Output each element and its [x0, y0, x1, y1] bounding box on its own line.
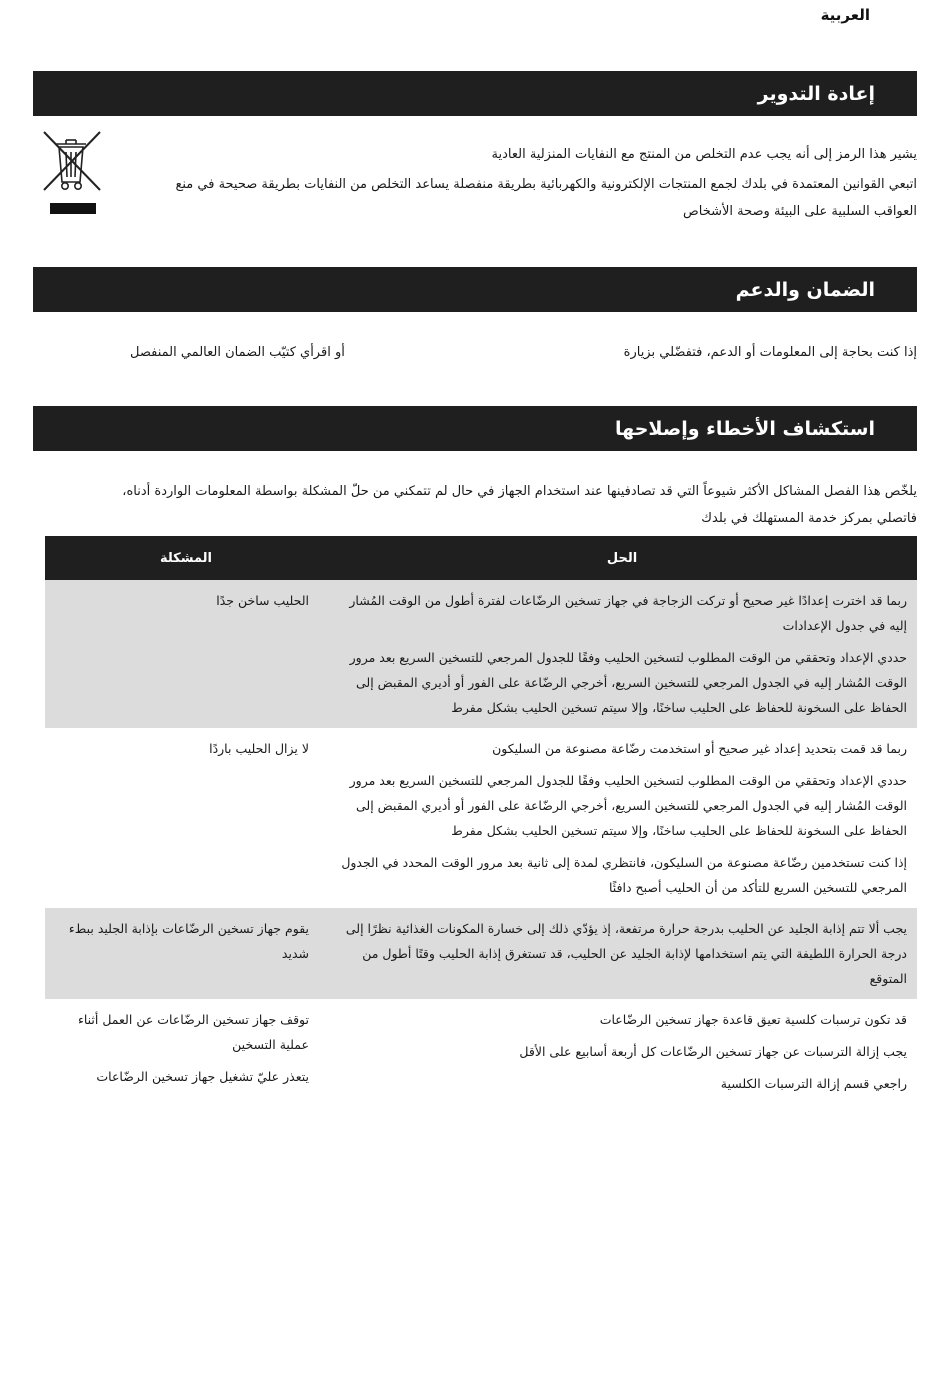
table-row: [45, 908, 917, 999]
troubleshooting-intro: [55, 478, 917, 532]
solution-text: يجب ألا تتم إذابة الجليد عن الحليب بدرجة حرارة مرتفعة، إذ يؤدّي ذلك إلى خسارة المكونات الغذائية نظرًا إلى درجة الحرارة اللطيفة التي يتم استخدامها لإذابة الجليد عن الحليب، قد تستغرق إذابة الحليب وقتًا أطول من المتوقع: [345, 921, 907, 986]
problem-cell: [45, 999, 327, 1104]
warranty-text-left: أو اقرأي كتيّب الضمان العالمي المنفصل: [130, 345, 345, 360]
solution-text: ربما قد قمت بتحديد إعداد غير صحيح أو استخدمت رضّاعة مصنوعة من السليكون: [492, 741, 907, 756]
solution-cell: [327, 999, 917, 1104]
troubleshooting-section-header: [33, 406, 917, 451]
problem-cell: [45, 728, 327, 908]
troubleshooting-title: استكشاف الأخطاء وإصلاحها: [615, 417, 875, 440]
column-header-solution: الحل: [327, 536, 917, 580]
problem-text: توقف جهاز تسخين الرضّاعات عن العمل أثناء عملية التسخين: [77, 1012, 309, 1052]
problem-cell: [45, 580, 327, 728]
recycling-line-1: يشير هذا الرمز إلى أنه يجب عدم التخلص من المنتج مع النفايات المنزلية العادية: [491, 147, 917, 162]
solution-text: حددي الإعداد وتحققي من الوقت المطلوب لتسخين الحليب وفقًا للجدول المرجعي للتسخين السريع بعد مرور الوقت المُشار إليه في الجدول المرجعي للتسخين السريع، أخرجي الرضّاعة على الفور أو أديري المقبض إلى الحفاظ على السخونة للحفاظ على الحليب ساخنًا، وإلا سيتم تسخين الحليب بشكل مفرط: [349, 773, 907, 838]
table-row: [45, 728, 917, 908]
troubleshooting-table: [45, 536, 917, 1104]
solution-text: يجب إزالة الترسبات عن جهاز تسخين الرضّاعات كل أربعة أسابيع على الأقل: [519, 1044, 907, 1059]
problem-text: لا يزال الحليب باردًا: [209, 741, 309, 756]
solution-text: حددي الإعداد وتحققي من الوقت المطلوب لتسخين الحليب وفقًا للجدول المرجعي للتسخين السريع بعد مرور الوقت المُشار إليه في الجدول المرجعي للتسخين السريع، أخرجي الرضّاعة على الفور أو أديري المقبض إلى الحفاظ على السخونة للحفاظ على الحليب ساخنًا، وإلا سيتم تسخين الحليب بشكل مفرط: [349, 650, 907, 715]
table-row: [45, 999, 917, 1104]
column-header-problem: المشكلة: [45, 536, 327, 580]
solution-text: قد تكون ترسبات كلسية تعيق قاعدة جهاز تسخين الرضّاعات: [599, 1012, 907, 1027]
recycling-text: [175, 141, 917, 225]
crossed-out-wheelie-bin-icon: [38, 126, 106, 218]
warranty-section-header: [33, 267, 917, 312]
solution-cell: [327, 580, 917, 728]
solution-text: ربما قد اخترت إعدادًا غير صحيح أو تركت الزجاجة في جهاز تسخين الرضّاعات لفترة أطول من الوقت المُشار إليه في جدول الإعدادات: [349, 593, 907, 633]
language-label: العربية: [820, 6, 870, 24]
solution-cell: [327, 728, 917, 908]
intro-line-1: يلخّص هذا الفصل المشاكل الأكثر شيوعاً التي قد تصادفينها عند استخدام الجهاز في حال لم تتمكني من حلّ المشكلة بواسطة المعلومات الواردة أدناه،: [122, 484, 917, 499]
solution-cell: [327, 908, 917, 999]
solution-text: راجعي قسم إزالة الترسبات الكلسية: [720, 1076, 907, 1091]
warranty-text-right: إذا كنت بحاجة إلى المعلومات أو الدعم، فتفضّلي بزيارة: [623, 345, 917, 360]
table-header-row: [45, 536, 917, 580]
table-row: [45, 580, 917, 728]
intro-line-2: فاتصلي بمركز خدمة المستهلك في بلدك: [701, 511, 917, 526]
recycling-line-3: العواقب السلبية على البيئة وصحة الأشخاص: [683, 204, 917, 219]
recycling-line-2: اتبعي القوانين المعتمدة في بلدك لجمع المنتجات الإلكترونية والكهربائية بطريقة منفصلة يساعد التخلص من النفايات بطريقة صحيحة في منع: [175, 177, 917, 192]
problem-cell: [45, 908, 327, 999]
recycling-title: إعادة التدوير: [757, 82, 875, 105]
problem-text: يقوم جهاز تسخين الرضّاعات بإذابة الجليد ببطء شديد: [68, 921, 309, 961]
warranty-title: الضمان والدعم: [735, 278, 875, 301]
recycling-section-header: [33, 71, 917, 116]
problem-text: الحليب ساخن جدًا: [216, 593, 309, 608]
solution-text: إذا كنت تستخدمين رضّاعة مصنوعة من السليكون، فانتظري لمدة إلى ثانية بعد مرور الوقت المحدد في الجدول المرجعي للتسخين السريع للتأكد من أن الحليب أصبح دافئًا: [341, 855, 907, 895]
problem-text: يتعذر عليّ تشغيل جهاز تسخين الرضّاعات: [96, 1069, 309, 1084]
